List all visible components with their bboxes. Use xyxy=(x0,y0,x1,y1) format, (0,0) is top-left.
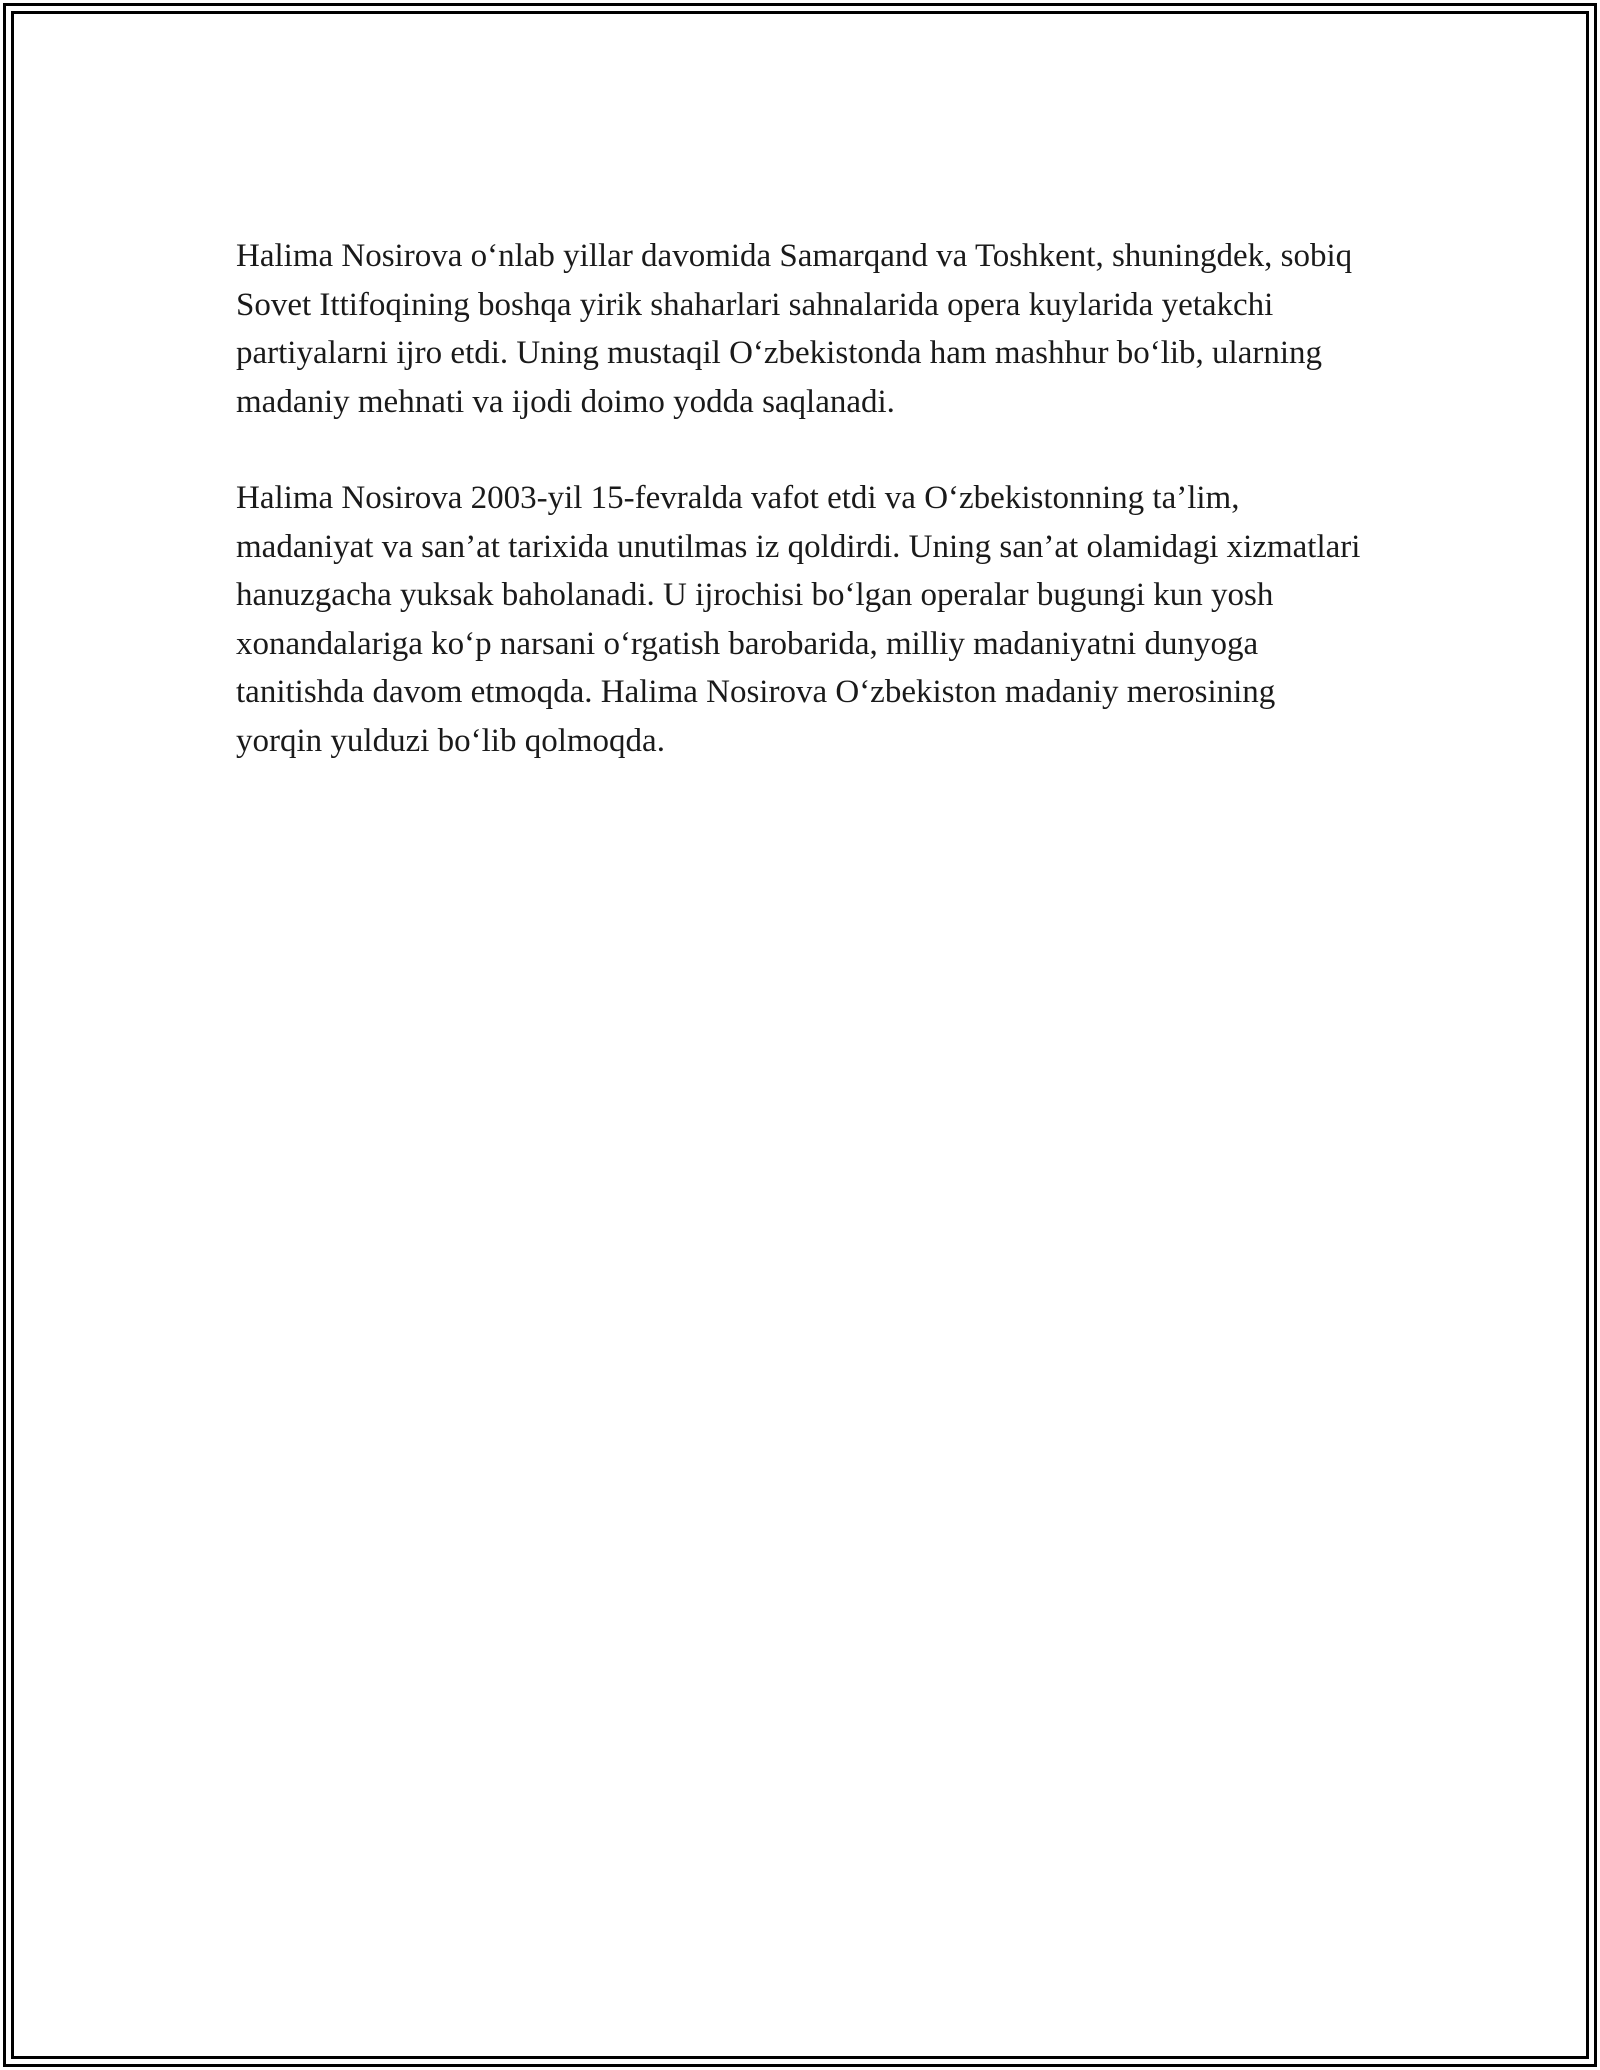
paragraph-2: Halima Nosirova 2003-yil 15-fevralda vafot etdi va O‘zbekistonning ta’lim, madaniyat va san’at tarixida unutilmas iz qoldirdi. Uning san’at olamidagi xizmatlari hanuzgacha yuksak baholanadi. U ijrochisi bo‘lgan operalar bugungi kun yosh xonandalariga ko‘p narsani o‘rgatish barobarida, milliy madaniyatni dunyoga tanitishda davom etmoqda. Halima Nosirova O‘zbekiston madaniy merosining yorqin yulduzi bo‘lib qolmoqda. xyxy=(236,480,1361,759)
paragraph-1: Halima Nosirova o‘nlab yillar davomida Samarqand va Toshkent, shuningdek, sobiq Sovet Ittifoqining boshqa yirik shaharlari sahnalarida opera kuylarida yetakchi partiyalarni ijro etdi. Uning mustaqil O‘zbekistonda ham mashhur bo‘lib, ularning madaniy mehnati va ijodi doimo yodda saqlanadi. xyxy=(236,238,1353,420)
document-body xyxy=(236,232,1366,813)
